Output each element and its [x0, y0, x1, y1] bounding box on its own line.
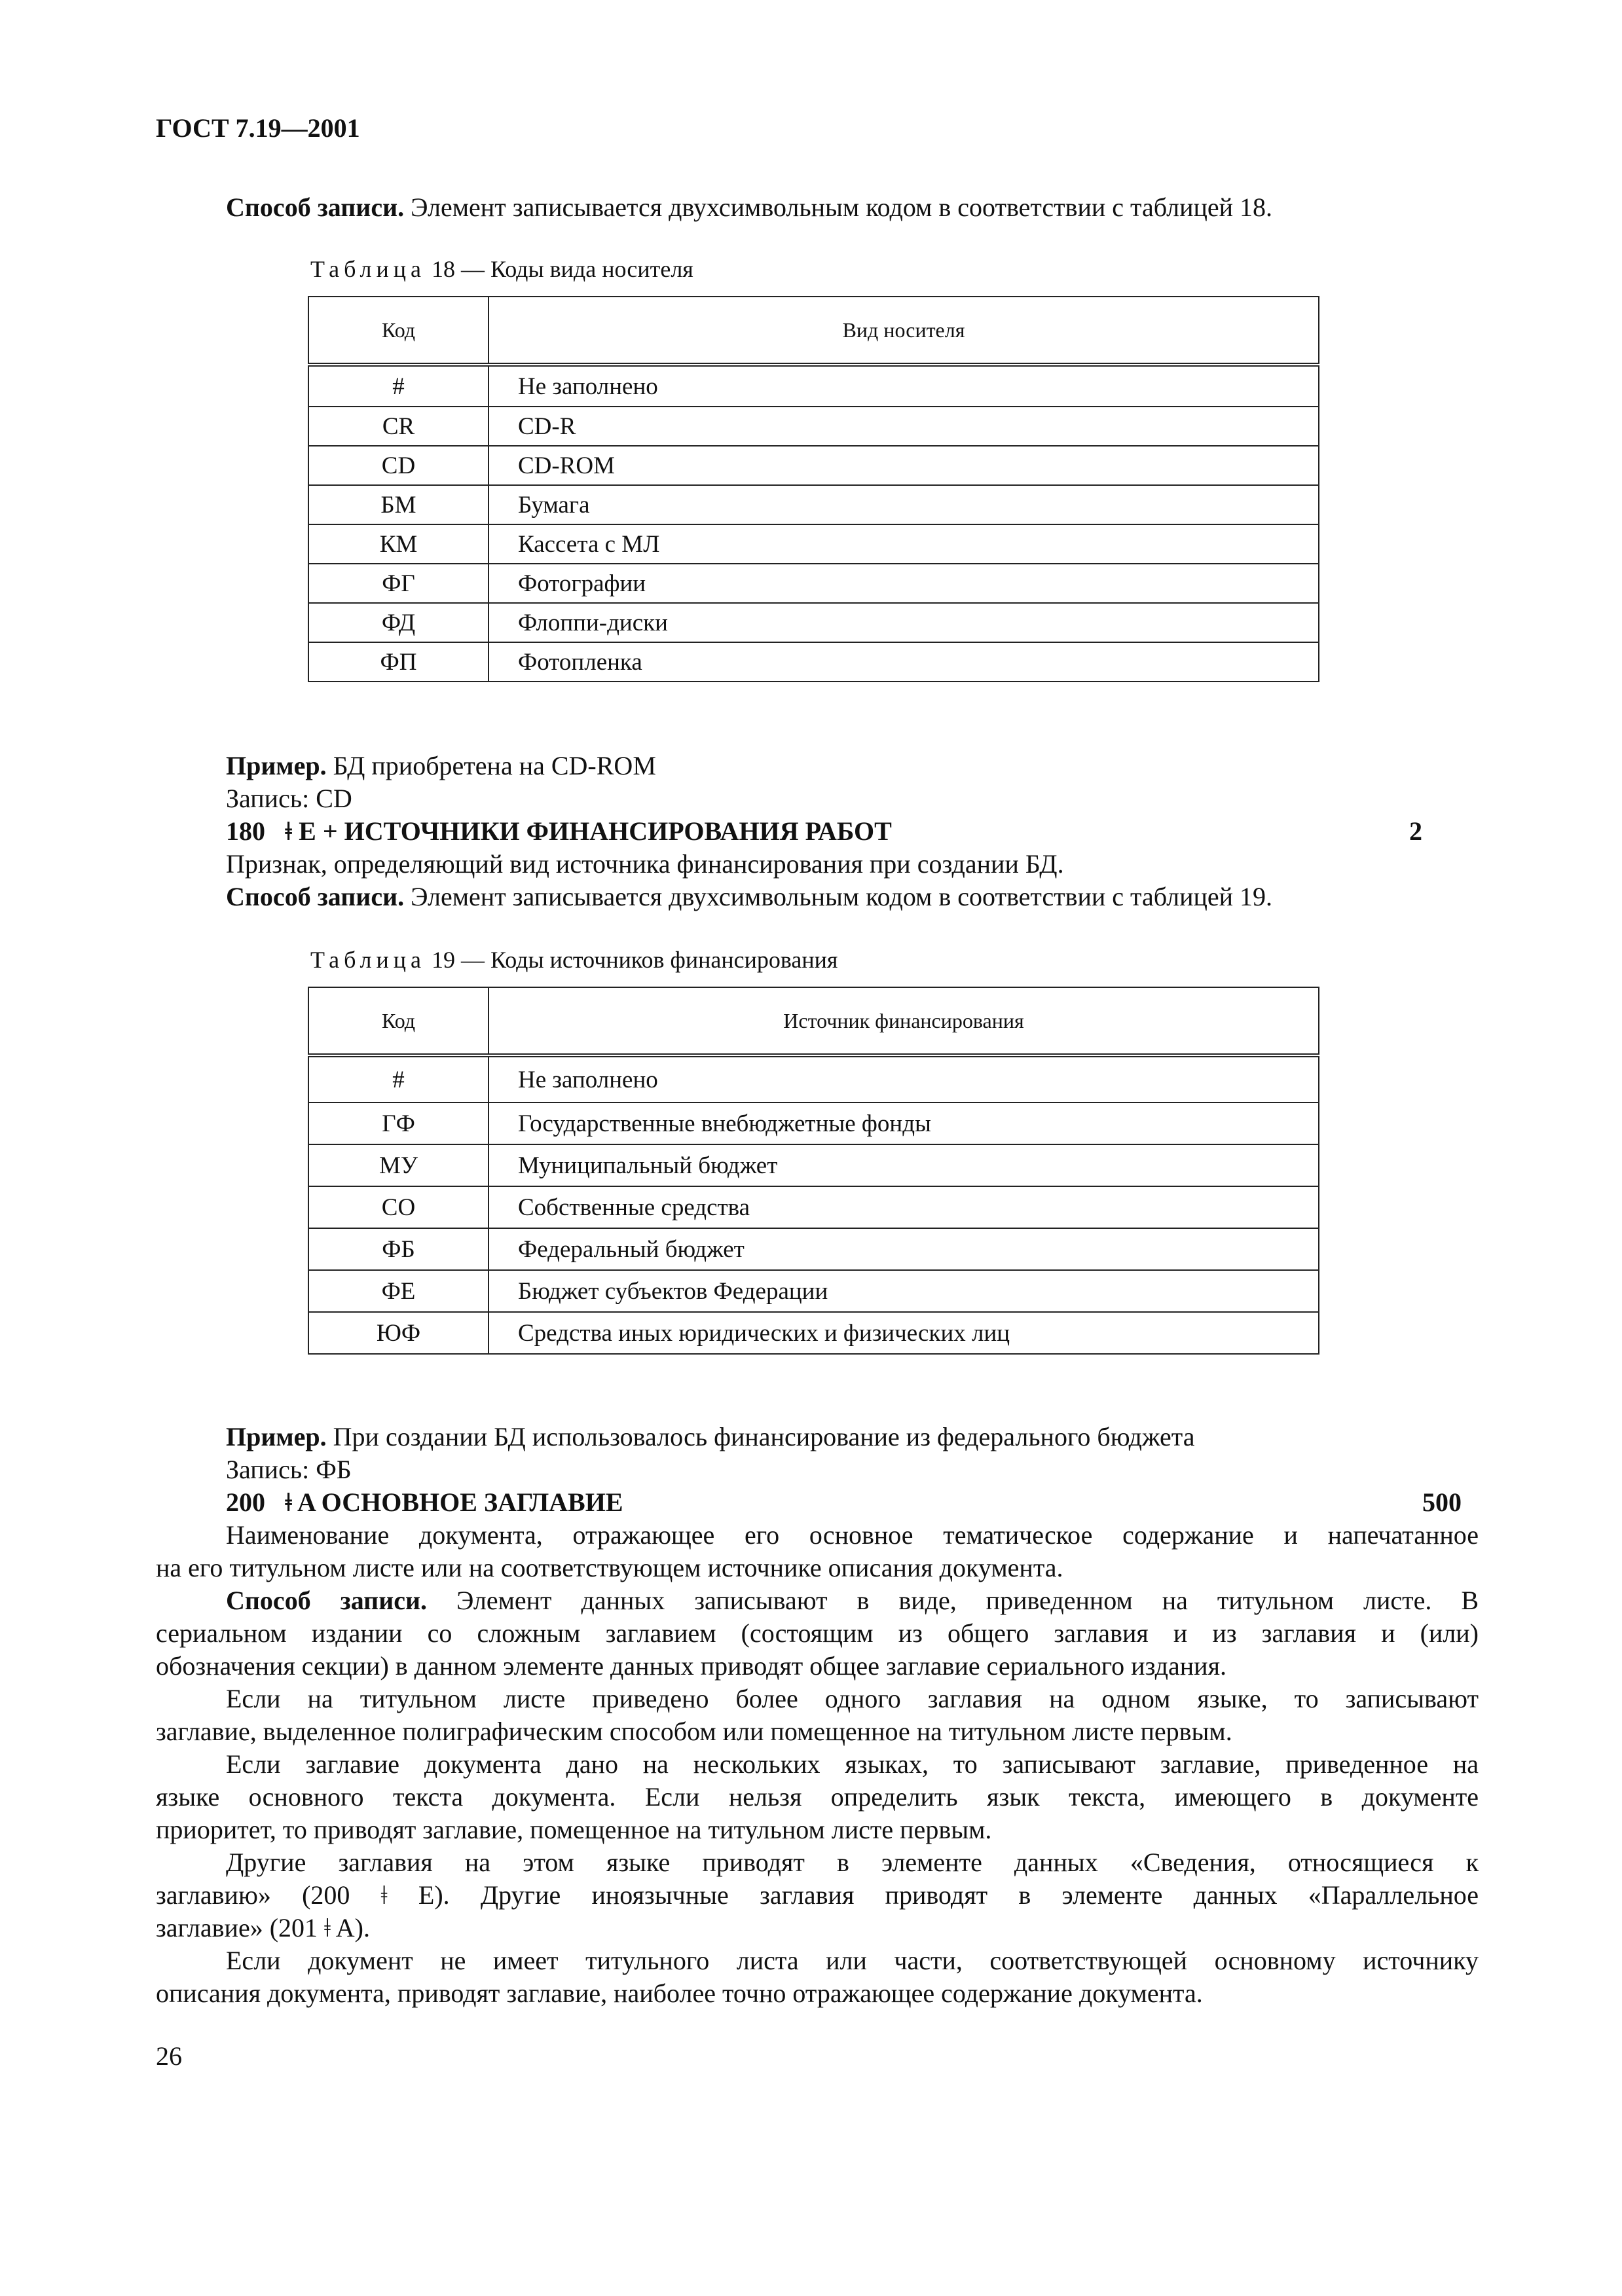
p2-line-3: обозначения секции) в данном элементе данных приводят общее заглавие сериального издания. [156, 1651, 1226, 1681]
element-200-heading [226, 1486, 623, 1519]
value-cell: CD-R [488, 407, 1319, 446]
code-cell: CR [308, 407, 488, 446]
p4-line-2: языке основного текста документа. Если нельзя определить язык текста, имеющего в документе [156, 1782, 1479, 1812]
standard-header: ГОСТ 7.19—2001 [156, 113, 360, 143]
value-cell: Средства иных юридических и физических лиц [488, 1312, 1319, 1354]
table-header-row [308, 297, 1319, 365]
table-row [308, 1312, 1319, 1354]
table19-caption-text: 19 — Коды источников финансирования [425, 947, 838, 973]
table-header-row [308, 987, 1319, 1055]
col-value-header: Вид носителя [488, 297, 1319, 365]
code-cell: # [308, 1055, 488, 1102]
table18-caption-text: 18 — Коды вида носителя [425, 256, 693, 282]
example-1 [226, 750, 656, 782]
method-paragraph-1 [226, 191, 1272, 224]
code-cell: ФЕ [308, 1270, 488, 1312]
value-cell: Флоппи-диски [488, 603, 1319, 642]
table-row [308, 603, 1319, 642]
p1-line-1: Наименование документа, отражающее его основное тематическое содержание и напечатанное [226, 1520, 1479, 1550]
p3-line-2: заглавие, выделенное полиграфическим способом или помещенное на титульном листе первым. [156, 1717, 1232, 1746]
table18-caption [310, 255, 693, 283]
p2-line-1-text: Элемент данных записывают в виде, приведенном на титульном листе. В [427, 1586, 1479, 1615]
p6-line-1: Если документ не имеет титульного листа или части, соответствующей основному источнику [226, 1946, 1479, 1975]
p2-line-2: сериальном издании со сложным заглавием (состоящим из общего заглавия и из заглавия и (или) [156, 1618, 1479, 1648]
p5-line-2: заглавию» (200 ǂ E). Другие иноязычные заглавия приводят в элементе данных «Параллельное [156, 1880, 1479, 1910]
code-cell: ФП [308, 642, 488, 682]
method-paragraph-2 [226, 881, 1272, 913]
code-cell: ГФ [308, 1102, 488, 1144]
value-cell: Собственные средства [488, 1186, 1319, 1228]
col-code-header: Код [308, 297, 488, 365]
element-180-length: 2 [1409, 816, 1422, 846]
value-cell: Не заполнено [488, 365, 1319, 407]
element-title: ǂ A ОСНОВНОЕ ЗАГЛАВИЕ [285, 1487, 623, 1517]
example-text: При создании БД использовалось финансирование из федерального бюджета [326, 1422, 1195, 1451]
example-2-record: Запись: ФБ [226, 1455, 352, 1484]
table-row [308, 407, 1319, 446]
p2-line-1 [226, 1584, 1479, 1617]
code-cell: CD [308, 446, 488, 485]
col-value-header: Источник финансирования [488, 987, 1319, 1055]
page-number: 26 [156, 2041, 182, 2071]
element-180-heading [226, 815, 892, 848]
element-200-length: 500 [1422, 1487, 1462, 1517]
value-cell: Фотографии [488, 564, 1319, 603]
p6-line-2: описания документа, приводят заглавие, наиболее точно отражающее содержание документа. [156, 1978, 1203, 2008]
code-cell: ФБ [308, 1228, 488, 1270]
element-code: 200 [226, 1487, 265, 1517]
table-row [308, 1228, 1319, 1270]
code-cell: СО [308, 1186, 488, 1228]
table-row [308, 1055, 1319, 1102]
p4-line-1: Если заглавие документа дано на нескольких языках, то записывают заглавие, приведенное на [226, 1749, 1479, 1779]
code-cell: ЮФ [308, 1312, 488, 1354]
p1-line-2: на его титульном листе или на соответствующем источнике описания документа. [156, 1553, 1063, 1582]
value-cell: Кассета с МЛ [488, 524, 1319, 564]
value-cell: Бумага [488, 485, 1319, 524]
value-cell: Фотопленка [488, 642, 1319, 682]
code-cell: ФГ [308, 564, 488, 603]
method-text: Элемент записывается двухсимвольным кодом в соответствии с таблицей 19. [404, 882, 1273, 911]
example-label: Пример. [226, 1422, 327, 1451]
element-180-definition: Признак, определяющий вид источника финансирования при создании БД. [226, 849, 1064, 879]
table19-caption [310, 946, 838, 974]
table-row [308, 365, 1319, 407]
value-cell: CD-ROM [488, 446, 1319, 485]
table-row [308, 1102, 1319, 1144]
table-row [308, 446, 1319, 485]
p3-line-1: Если на титульном листе приведено более одного заглавия на одном языке, то записывают [226, 1684, 1479, 1713]
example-1-record: Запись: CD [226, 784, 352, 813]
code-cell: КМ [308, 524, 488, 564]
method-label: Способ записи. [226, 192, 405, 222]
method-label: Способ записи. [226, 1586, 428, 1615]
table-row [308, 485, 1319, 524]
method-label: Способ записи. [226, 882, 405, 911]
value-cell: Не заполнено [488, 1055, 1319, 1102]
table-row [308, 564, 1319, 603]
example-text: БД приобретена на CD-ROM [326, 751, 656, 780]
table19 [308, 987, 1319, 1355]
table-word: Таблица [310, 256, 426, 282]
value-cell: Государственные внебюджетные фонды [488, 1102, 1319, 1144]
value-cell: Федеральный бюджет [488, 1228, 1319, 1270]
code-cell: МУ [308, 1144, 488, 1186]
table-word: Таблица [310, 947, 426, 973]
element-title: ǂ E + ИСТОЧНИКИ ФИНАНСИРОВАНИЯ РАБОТ [285, 816, 892, 846]
table-row [308, 1144, 1319, 1186]
table18 [308, 296, 1319, 682]
p5-line-3: заглавие» (201 ǂ A). [156, 1913, 370, 1942]
method-text: Элемент записывается двухсимвольным кодом в соответствии с таблицей 18. [404, 192, 1273, 222]
p5-line-1: Другие заглавия на этом языке приводят в элементе данных «Сведения, относящиеся к [226, 1848, 1479, 1877]
col-code-header: Код [308, 987, 488, 1055]
p4-line-3: приоритет, то приводят заглавие, помещенное на титульном листе первым. [156, 1815, 992, 1844]
table-row [308, 1186, 1319, 1228]
table-row [308, 642, 1319, 682]
table-row [308, 524, 1319, 564]
value-cell: Бюджет субъектов Федерации [488, 1270, 1319, 1312]
code-cell: # [308, 365, 488, 407]
example-label: Пример. [226, 751, 327, 780]
example-2 [226, 1421, 1195, 1453]
element-code: 180 [226, 816, 265, 846]
code-cell: БМ [308, 485, 488, 524]
value-cell: Муниципальный бюджет [488, 1144, 1319, 1186]
table-row [308, 1270, 1319, 1312]
code-cell: ФД [308, 603, 488, 642]
